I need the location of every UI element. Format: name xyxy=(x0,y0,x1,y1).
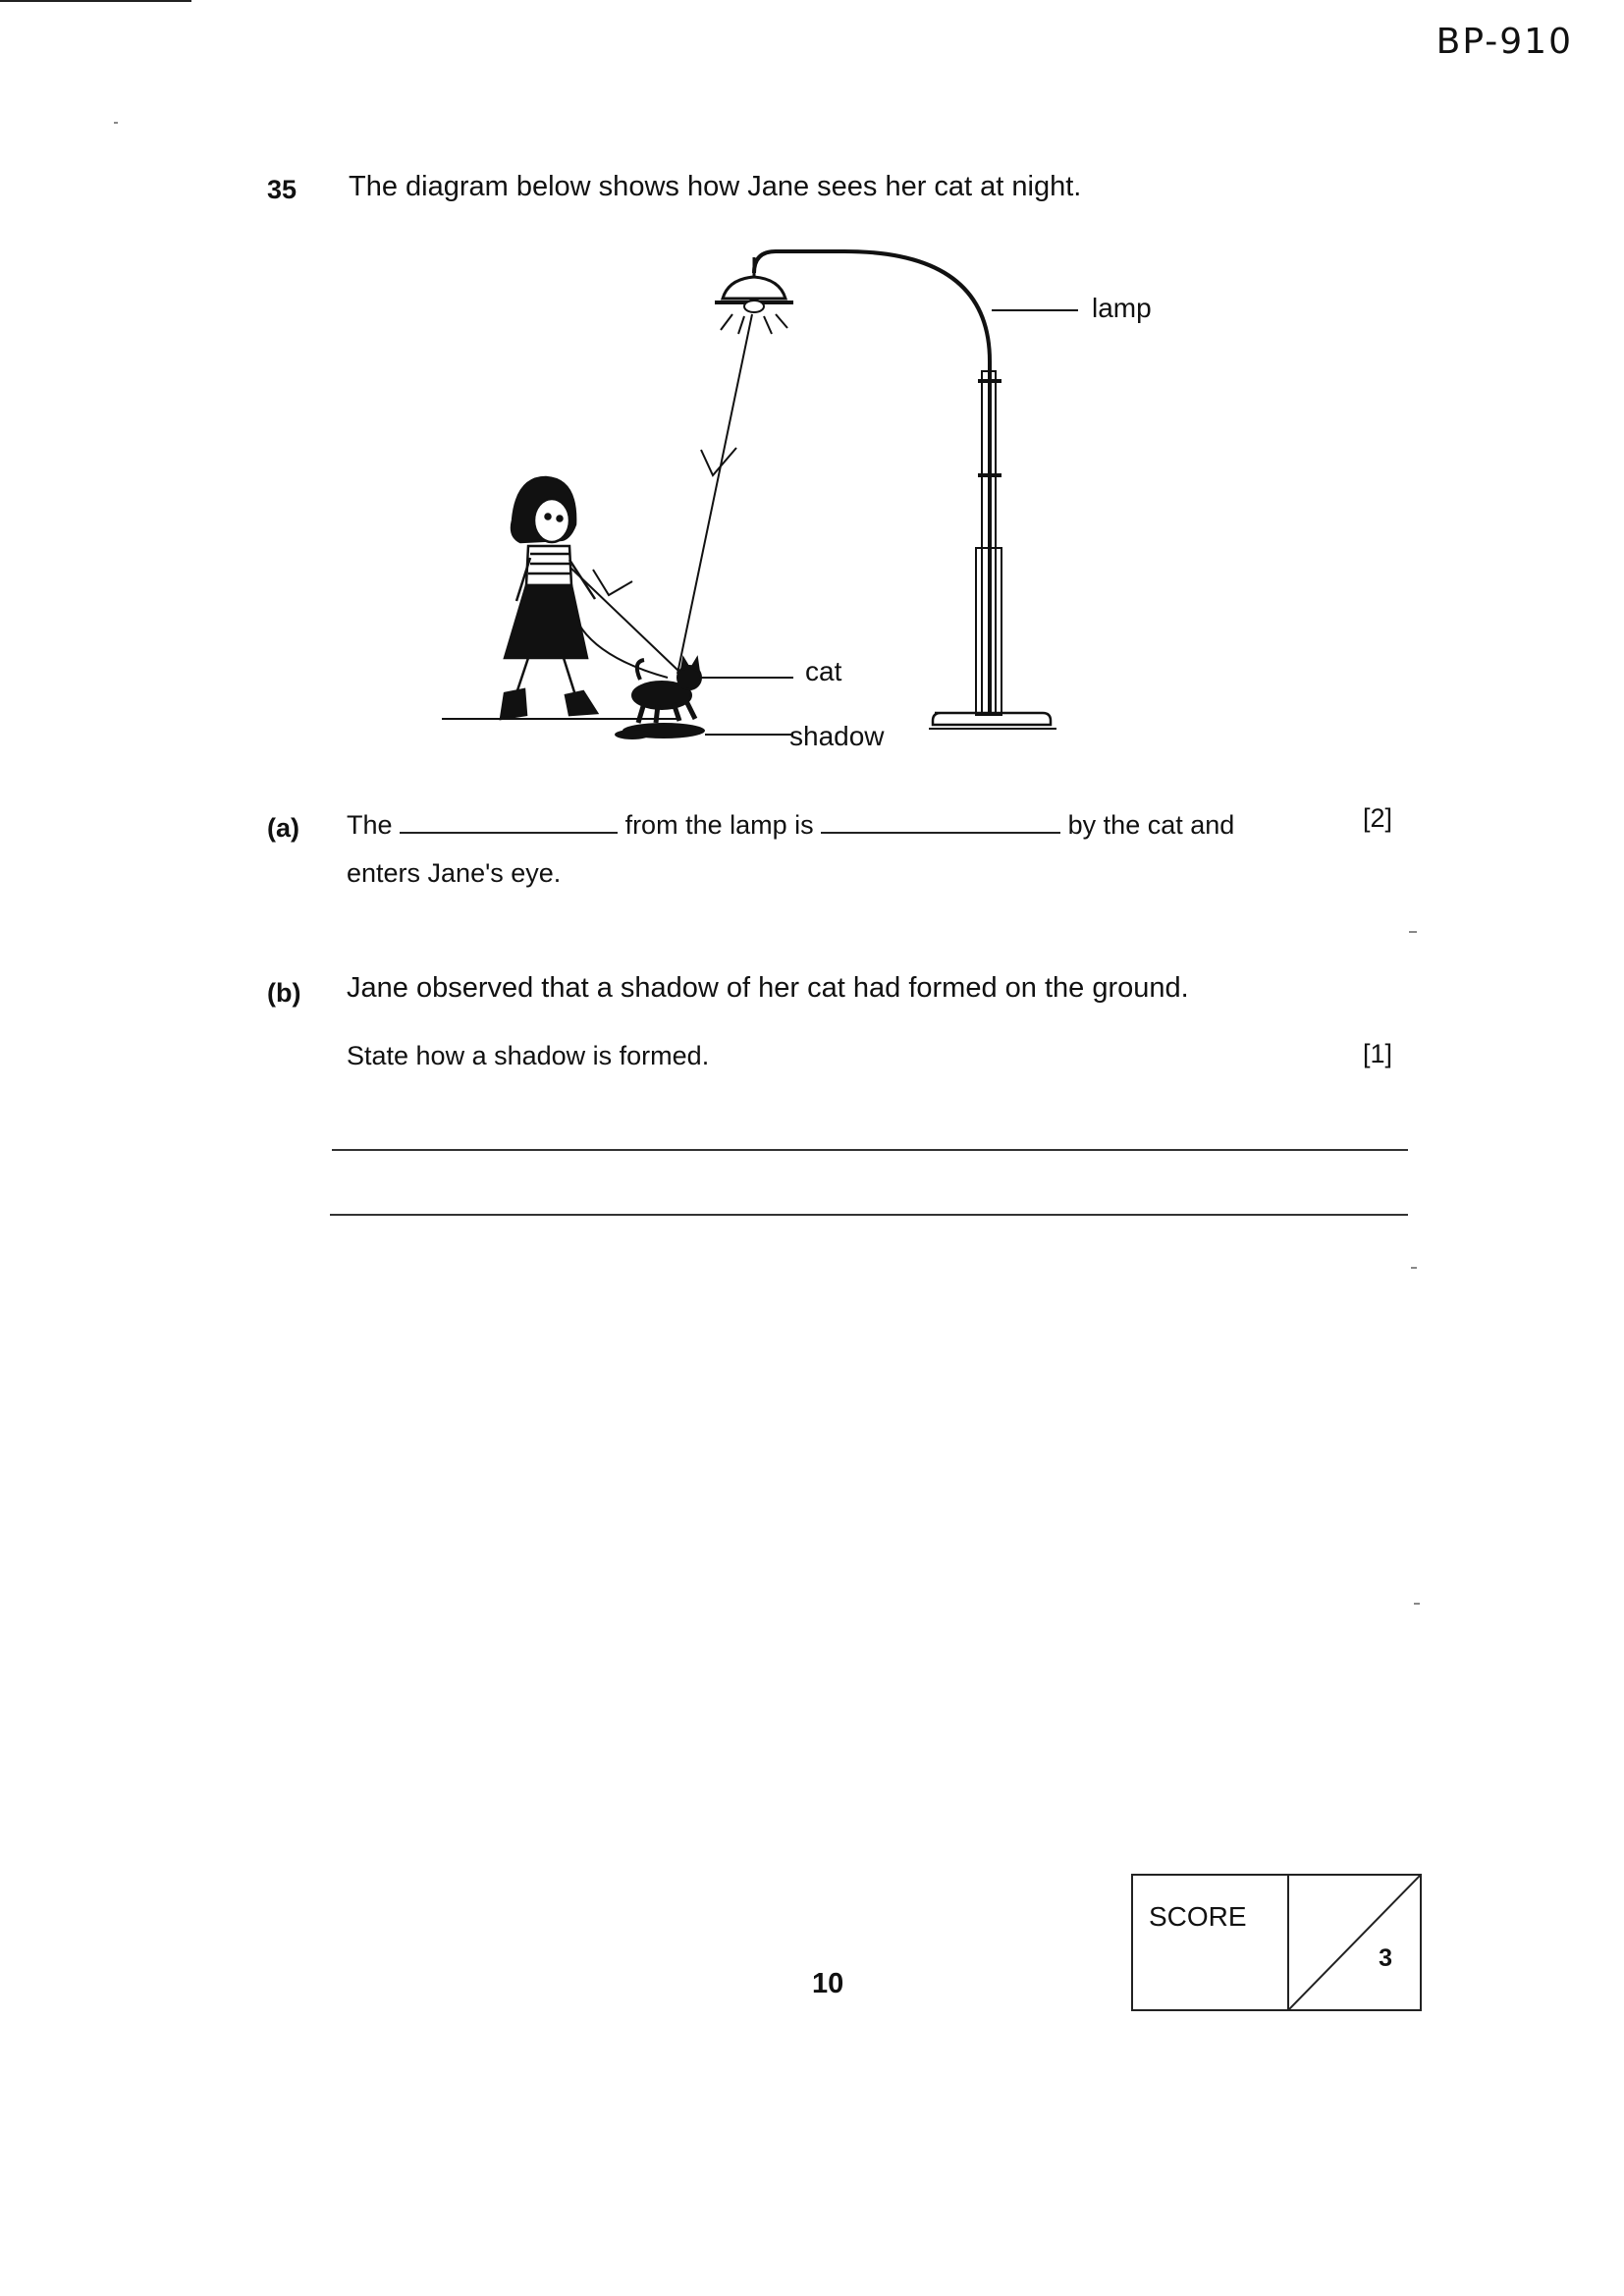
incident-ray xyxy=(677,314,752,674)
part-a-text-1: The xyxy=(347,810,393,840)
part-a-label: (a) xyxy=(267,813,299,843)
question-text: The diagram below shows how Jane sees her cat at night. xyxy=(349,171,1082,202)
score-label-cell xyxy=(1133,1876,1289,2009)
girl-jane xyxy=(501,477,597,719)
score-diagonal xyxy=(1289,1876,1420,2009)
part-b-statement: Jane observed that a shadow of her cat had formed on the ground. xyxy=(347,972,1189,1004)
answer-line-2[interactable] xyxy=(330,1214,1408,1216)
cat-label: cat xyxy=(805,656,842,686)
cat xyxy=(632,658,701,723)
answer-line-1[interactable] xyxy=(332,1149,1408,1151)
paper-code: BP-910 xyxy=(1435,22,1573,62)
question-number: 35 xyxy=(267,175,298,204)
answer-blank-1[interactable] xyxy=(400,808,618,834)
scan-speck xyxy=(1409,931,1417,933)
part-a-text-3: by the cat and xyxy=(1067,810,1235,840)
lamp-post xyxy=(754,251,1056,729)
page-number: 10 xyxy=(812,1968,844,1999)
part-b-marks: [1] xyxy=(1363,1039,1393,1068)
lamp-label: lamp xyxy=(1092,293,1152,323)
part-a-text-4: enters Jane's eye. xyxy=(347,858,562,888)
diagram-svg xyxy=(422,234,1080,764)
part-a-line-1 xyxy=(347,808,1234,841)
cat-shadow xyxy=(615,723,705,739)
scan-speck xyxy=(1414,1603,1420,1605)
light-diagram xyxy=(422,234,1152,764)
shadow-label: shadow xyxy=(789,721,885,751)
scan-speck xyxy=(1411,1267,1417,1269)
score-label: SCORE xyxy=(1149,1901,1247,1932)
part-b-label: (b) xyxy=(267,978,301,1008)
part-b-prompt: State how a shadow is formed. xyxy=(347,1041,710,1070)
leash xyxy=(573,613,668,678)
part-a-marks: [2] xyxy=(1363,803,1393,833)
score-box xyxy=(1131,1874,1422,2011)
answer-blank-2[interactable] xyxy=(821,808,1060,834)
lamp-shade xyxy=(715,257,793,334)
part-a-text-2: from the lamp is xyxy=(624,810,814,840)
top-edge-line xyxy=(0,0,191,2)
score-max: 3 xyxy=(1379,1944,1392,1972)
scan-speck xyxy=(114,122,118,124)
